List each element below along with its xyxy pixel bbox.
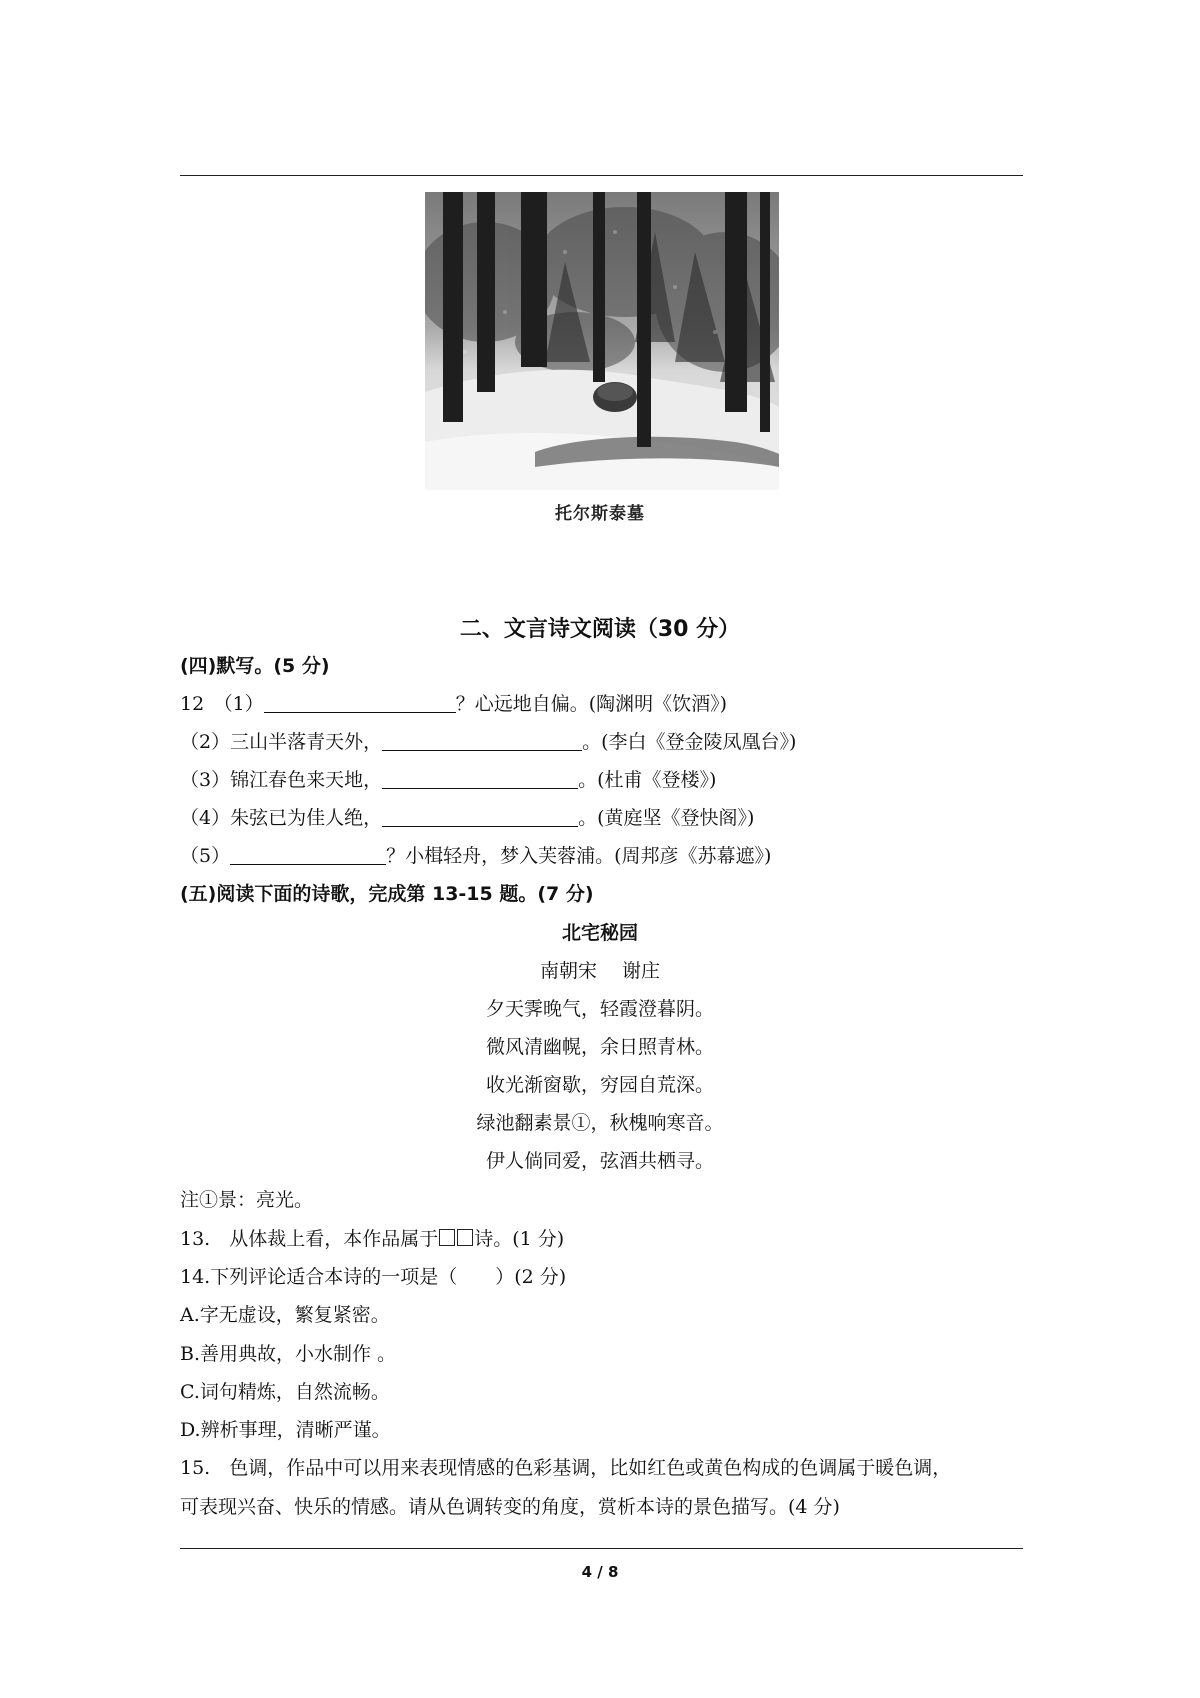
fill-in-blank[interactable] [230, 844, 386, 865]
page-number: 4 / 8 [581, 1563, 619, 1581]
section-title: 二、文言诗文阅读（30 分） [459, 617, 741, 642]
answer-box[interactable] [439, 1229, 455, 1246]
part4-heading: (四)默写。(5 分) [180, 655, 330, 677]
poem-line-2: 微风清幽幌，余日照青林。 [485, 1036, 714, 1058]
q12-item-4-lead: （4）朱弦已为佳人绝， [180, 807, 383, 829]
poem-title: 北宅秘园 [561, 922, 638, 944]
question-14-stem: 14.下列评论适合本诗的一项是（ ）(2 分) [180, 1266, 567, 1288]
question-15-line-2: 可表现兴奋、快乐的情感。请从色调转变的角度，赏析本诗的景色描写。(4 分) [180, 1496, 840, 1518]
q12-item-5-lead: （5） [180, 845, 231, 867]
question-15-line-1: 15. 色调，作品中可以用来表现情感的色彩基调，比如红色或黄色构成的色调属于暖色调， [180, 1457, 952, 1479]
fill-in-blank[interactable] [382, 730, 582, 751]
poem-line-5: 伊人倘同爱，弦酒共栖寻。 [485, 1150, 714, 1172]
q12-item-1-lead: 12 （1） [180, 693, 264, 715]
poem-line-4: 绿池翻素景①，秋槐响寒音。 [476, 1112, 724, 1134]
answer-box[interactable] [457, 1229, 473, 1246]
part5-heading: (五)阅读下面的诗歌，完成第 13-15 题。(7 分) [180, 883, 594, 905]
fill-in-blank[interactable] [382, 768, 578, 789]
poem-line-1: 夕天霁晚气，轻霞澄暮阴。 [485, 998, 714, 1020]
option-c: C.词句精炼，自然流畅。 [180, 1381, 390, 1403]
q12-item-2-tail: 。(李白《登金陵凤凰台》) [582, 731, 797, 753]
header-rule [180, 175, 1023, 176]
q12-item-5 [180, 843, 771, 869]
answer-boxes[interactable] [438, 1226, 474, 1252]
option-b: B.善用典故，小水制作 。 [180, 1343, 397, 1365]
q12-item-1-tail: ？心远地自偏。(陶渊明《饮酒》) [455, 693, 728, 715]
question-13 [180, 1226, 564, 1252]
poem-author: 南朝宋 谢庄 [539, 960, 661, 982]
q12-item-3 [180, 767, 716, 793]
q12-item-2 [180, 729, 796, 755]
poem-line-3: 收光渐窗歇，穷园自荒深。 [485, 1074, 714, 1096]
snowy-forest-photo [425, 192, 779, 490]
footer-rule [180, 1548, 1023, 1549]
question-13-lead: 13. 从体裁上看，本作品属于 [180, 1228, 439, 1250]
q12-item-4-tail: 。(黄庭坚《登快阁》) [578, 807, 755, 829]
figure-caption: 托尔斯泰墓 [555, 504, 645, 524]
q12-item-1 [180, 691, 727, 717]
fill-in-blank[interactable] [382, 806, 578, 827]
q12-item-3-tail: 。(杜甫《登楼》) [578, 769, 717, 791]
q12-item-4 [180, 805, 754, 831]
question-13-tail: 诗。(1 分) [474, 1228, 565, 1250]
option-a: A.字无虚设，繁复紧密。 [180, 1304, 390, 1326]
fill-in-blank[interactable] [264, 692, 456, 713]
option-d: D.辨析事理，清晰严谨。 [180, 1419, 391, 1441]
q12-item-5-tail: ？小楫轻舟，梦入芙蓉浦。(周邦彦《苏幕遮》) [386, 845, 772, 867]
poem-note: 注①景：亮光。 [180, 1189, 314, 1211]
q12-item-2-lead: （2）三山半落青天外， [180, 731, 383, 753]
q12-item-3-lead: （3）锦江春色来天地， [180, 769, 383, 791]
